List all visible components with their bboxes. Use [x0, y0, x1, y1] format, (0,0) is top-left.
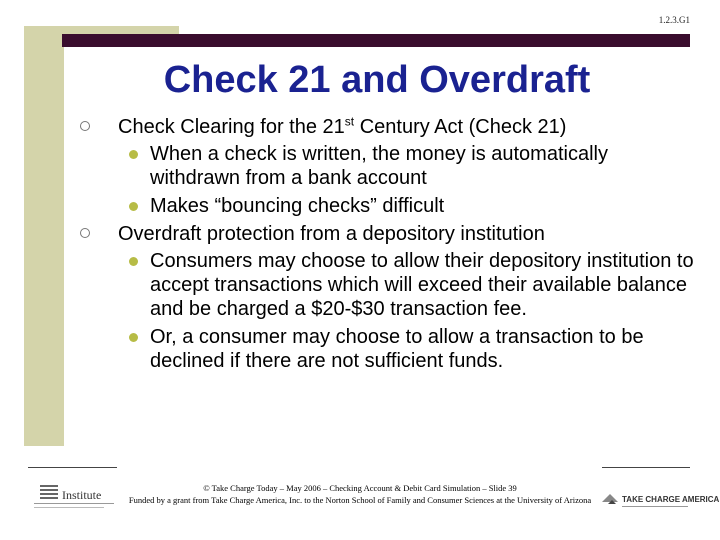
top-accent-bar	[62, 34, 690, 47]
slide-content	[70, 115, 695, 377]
bullet-text: Century Act (Check 21)	[354, 116, 567, 138]
sub-bullet-allow-transactions	[70, 249, 695, 321]
sub-bullet-bouncing-checks	[70, 194, 695, 218]
bullet-superscript: st	[344, 114, 355, 129]
footer-divider-left	[28, 467, 117, 468]
sub-bullet-text: Consumers may choose to allow their depository institution to accept transactions which will exceed their available balance and be charged a $20-$30 transaction fee.	[150, 250, 694, 320]
sub-bullet-automatic-withdrawal	[70, 142, 695, 190]
filled-circle-bullet-icon	[129, 257, 138, 266]
hollow-circle-bullet-icon	[80, 228, 90, 238]
sub-bullet-text: Or, a consumer may choose to allow a transaction to be declined if there are not sufficient funds.	[150, 326, 644, 372]
footer-funding: Funded by a grant from Take Charge America, Inc. to the Norton School of Family and Consumer Sciences at the University of Arizona	[128, 495, 592, 505]
sub-bullet-text: Makes “bouncing checks” difficult	[150, 195, 445, 217]
footer-copyright: © Take Charge Today – May 2006 – Checking Account & Debit Card Simulation – Slide 39	[203, 483, 517, 493]
side-accent-bar	[24, 26, 64, 446]
take-charge-america-logo-text: TAKE CHARGE AMERICA	[622, 495, 720, 504]
slide-title: Check 21 and Overdraft	[163, 59, 591, 101]
institute-logo-text: Institute	[62, 488, 102, 502]
slide-number: 1.2.3.G1	[658, 15, 690, 25]
filled-circle-bullet-icon	[129, 202, 138, 211]
institute-logo-icon	[34, 485, 116, 511]
footer-text	[120, 482, 600, 506]
sub-bullet-decline-transaction	[70, 325, 695, 373]
bullet-overdraft-protection	[70, 222, 695, 246]
hollow-circle-bullet-icon	[80, 121, 90, 131]
filled-circle-bullet-icon	[129, 150, 138, 159]
bullet-check-21	[70, 115, 695, 139]
bullet-text: Check Clearing for the 21	[118, 116, 345, 138]
filled-circle-bullet-icon	[129, 333, 138, 342]
sub-bullet-text: When a check is written, the money is automatically withdrawn from a bank account	[150, 143, 608, 189]
take-charge-america-logo-icon	[600, 490, 720, 512]
footer-divider-right	[602, 467, 690, 468]
bullet-text: Overdraft protection from a depository institution	[118, 223, 545, 245]
